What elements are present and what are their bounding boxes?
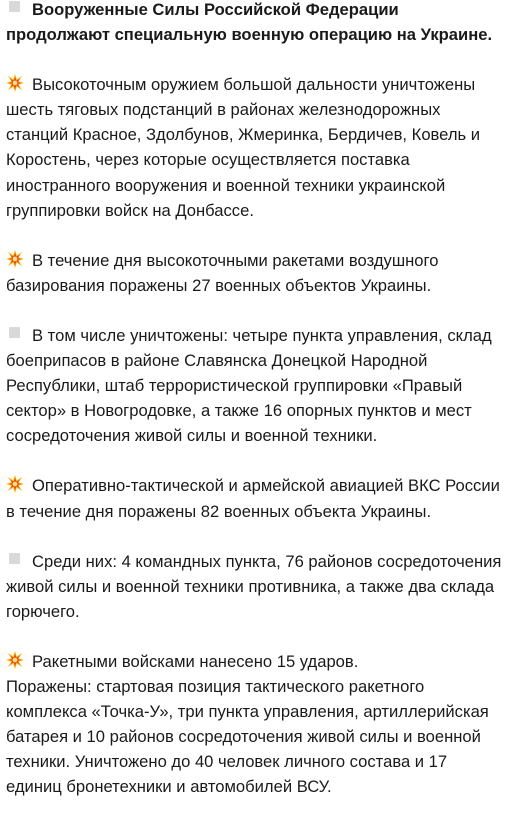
collision-icon: [6, 475, 24, 493]
paragraph-text: Высокоточным оружием большой дальности уничтожены шесть тяговых подстанций в районах железнодорожных станций Красное, Здолбунов, Жмеринка, Бердичев, Ковель и Коростень, через которые осуществляется поставка иностранного вооружения и военной техники украинской группировки войск на Донбассе.: [6, 75, 481, 220]
paragraph-text: Оперативно-тактической и армейской авиацией ВКС России в течение дня поражены 82 военных объекта Украины.: [6, 476, 500, 521]
collision-icon: [6, 74, 24, 92]
paragraph-text: Вооруженные Силы Российской Федерации продолжают специальную военную операцию на Украине.: [6, 0, 493, 45]
paragraph-air-missiles: [6, 248, 504, 298]
paragraph-substations: [6, 72, 504, 223]
paragraph-among-them: [6, 549, 504, 624]
paragraph-aviation: [6, 473, 504, 523]
paragraph-rocket-troops: [6, 649, 504, 800]
paragraph-text: Ракетными войсками нанесено 15 ударов.: [32, 651, 359, 671]
paragraph-text: В том числе уничтожены: четыре пункта управления, склад боеприпасов в районе Славянска Донецкой Народной Республики, штаб террористической группировки «Правый сектор» в Новогродовке, а также 16 опорных пунктов и мест сосредоточения живой силы и военной техники.: [6, 325, 492, 446]
square-icon: [6, 0, 24, 17]
paragraph-text: Среди них: 4 командных пункта, 76 районов сосредоточения живой силы и военной техники противника, а также два склада горючего.: [6, 551, 502, 621]
paragraph-headline: [6, 0, 504, 47]
square-icon: [6, 551, 24, 569]
square-icon: [6, 325, 24, 343]
collision-icon: [6, 651, 24, 669]
paragraph-text: В течение дня высокоточными ракетами воздушного базирования поражены 27 военных объектов Украины.: [6, 250, 439, 295]
paragraph-destroyed-list: [6, 323, 504, 448]
collision-icon: [6, 250, 24, 268]
paragraph-text-continued: Поражены: стартовая позиция тактического ракетного комплекса «Точка-У», три пункта управления, артиллерийская батарея и 10 районов сосредоточения живой силы и военной техники. Уничтожено до 40 человек личного состава и 17 единиц бронетехники и автомобилей ВСУ.: [6, 676, 489, 797]
